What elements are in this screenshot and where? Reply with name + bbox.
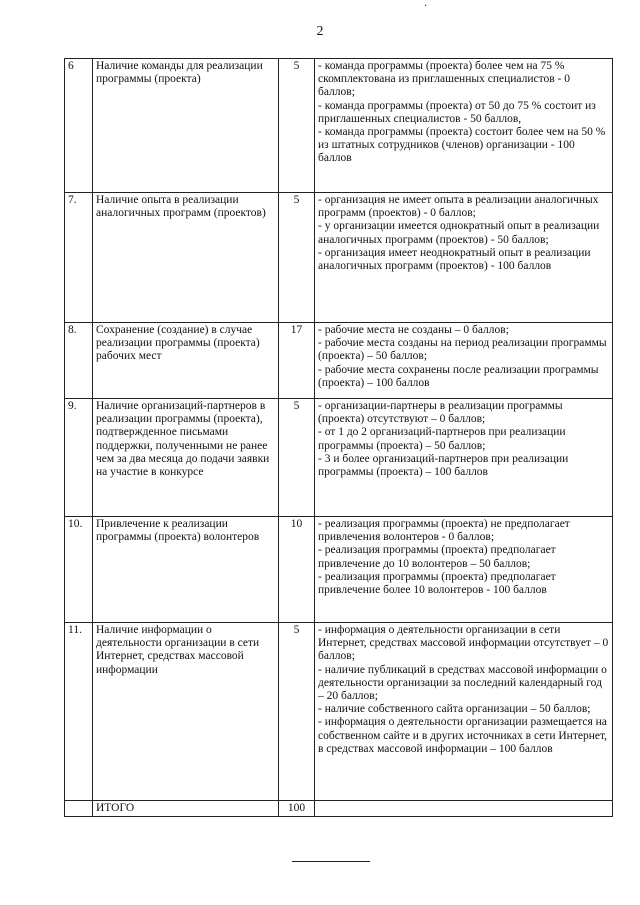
criterion-points: 5 — [279, 399, 315, 517]
description-line: - команда программы (проекта) более чем на 75 % скомплектована из приглашенных специалистов - 0 баллов; — [318, 60, 570, 99]
criterion-points: 5 — [279, 193, 315, 323]
total-row-number — [65, 801, 93, 817]
page-number: 2 — [316, 24, 324, 39]
criterion-description — [315, 399, 613, 517]
total-label: ИТОГО — [93, 801, 279, 817]
criteria-table — [64, 58, 613, 817]
description-line: - информация о деятельности организации в сети Интернет, средствах массовой информации отсутствует – 0 баллов; — [318, 624, 609, 663]
description-line: - организация не имеет опыта в реализации аналогичных программ (проектов) - 0 баллов; — [318, 194, 599, 220]
criterion-name: Наличие опыта в реализации аналогичных программ (проектов) — [93, 193, 279, 323]
scan-speck: · — [424, 1, 428, 12]
criterion-points: 17 — [279, 323, 315, 399]
criterion-points: 10 — [279, 517, 315, 623]
description-line: - 3 и более организаций-партнеров при реализации программы (проекта) – 100 баллов — [318, 452, 569, 479]
criterion-description — [315, 517, 613, 623]
description-line: - реализация программы (проекта) предполагает привлечение до 10 волонтеров – 50 баллов; — [318, 544, 556, 570]
description-line: - рабочие места созданы на период реализации программы (проекта) – 50 баллов; — [318, 337, 607, 363]
criterion-name: Привлечение к реализации программы (проекта) волонтеров — [93, 517, 279, 623]
description-line: - от 1 до 2 организаций-партнеров при реализации программы (проекта) – 50 баллов; — [318, 426, 566, 452]
criterion-name: Наличие информации о деятельности организации в сети Интернет, средствах массовой информации — [93, 623, 279, 801]
criterion-description — [315, 623, 613, 801]
row-number: 8. — [65, 323, 93, 399]
table-row — [65, 59, 613, 193]
row-number: 10. — [65, 517, 93, 623]
description-line: - информация о деятельности организации размещается на собственном сайте и в других источниках в сети Интернет, в средствах массовой информации – 100 баллов — [318, 716, 607, 755]
criterion-name: Сохранение (создание) в случае реализации программы (проекта) рабочих мест — [93, 323, 279, 399]
table-row — [65, 517, 613, 623]
row-number: 7. — [65, 193, 93, 323]
total-row — [65, 801, 613, 817]
total-points: 100 — [279, 801, 315, 817]
criterion-description — [315, 323, 613, 399]
description-line: - организации-партнеры в реализации программы (проекта) отсутствуют – 0 баллов; — [318, 400, 563, 426]
criterion-name: Наличие команды для реализации программы (проекта) — [93, 59, 279, 193]
criterion-points: 5 — [279, 59, 315, 193]
row-number: 6 — [65, 59, 93, 193]
row-number: 11. — [65, 623, 93, 801]
row-number: 9. — [65, 399, 93, 517]
description-line: - наличие собственного сайта организации – 50 баллов; — [318, 703, 591, 716]
total-description — [315, 801, 613, 817]
description-line: - команда программы (проекта) от 50 до 75 % состоит из приглашенных специалистов - 50 баллов, — [318, 99, 596, 125]
criterion-points: 5 — [279, 623, 315, 801]
criterion-name: Наличие организаций-партнеров в реализации программы (проекта), подтвержденное письмами поддержки, полученными не ранее чем за два месяца до подачи заявки на участие в конкурсе — [93, 399, 279, 517]
description-line: - рабочие места сохранены после реализации программы (проекта) – 100 баллов — [318, 363, 599, 389]
description-line: - команда программы (проекта) состоит более чем на 50 % из штатных сотрудников (членов) организации - 100 баллов — [318, 126, 606, 165]
description-line: - наличие публикаций в средствах массовой информации о деятельности организации за последний календарный год – 20 баллов; — [318, 663, 607, 703]
footer-divider — [292, 861, 370, 862]
criterion-description — [315, 193, 613, 323]
description-line: - реализация программы (проекта) предполагает привлечение более 10 волонтеров - 100 баллов — [318, 570, 556, 597]
table-row — [65, 193, 613, 323]
criteria-table-body — [65, 59, 613, 817]
description-line: - у организации имеется однократный опыт в реализации аналогичных программ (проектов) - 50 баллов; — [318, 220, 600, 246]
criterion-description — [315, 59, 613, 193]
description-line: - организация имеет неоднократный опыт в реализации аналогичных программ (проектов) - 100 баллов — [318, 246, 591, 273]
table-row — [65, 399, 613, 517]
description-line: - рабочие места не созданы – 0 баллов; — [318, 324, 509, 336]
table-row — [65, 623, 613, 801]
description-line: - реализация программы (проекта) не предполагает привлечения волонтеров - 0 баллов; — [318, 518, 570, 544]
table-row — [65, 323, 613, 399]
